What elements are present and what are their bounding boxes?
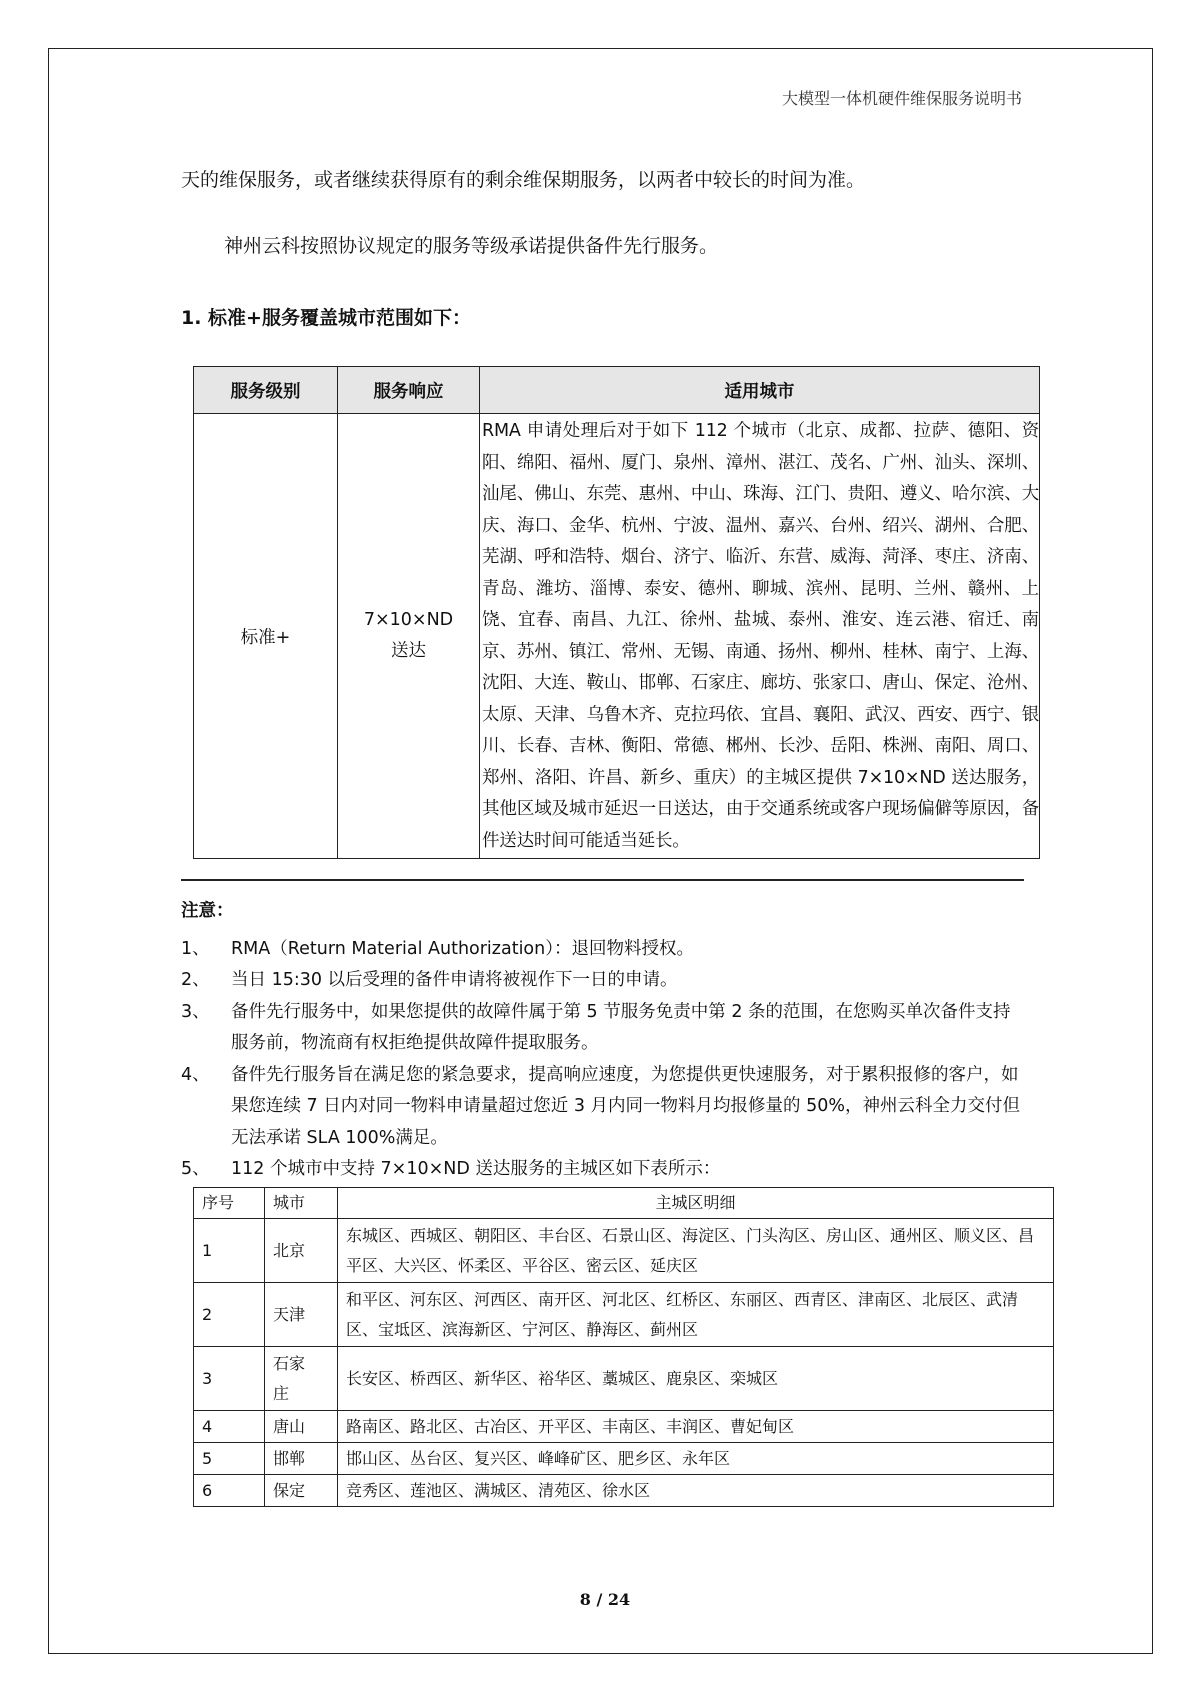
row-number: 2: [194, 1283, 265, 1347]
note-number: 2、: [181, 970, 210, 990]
coverage-table-header: [194, 367, 1040, 414]
header-districts: 主城区明细: [338, 1188, 1054, 1219]
service-response: [338, 414, 480, 859]
coverage-table-row: [194, 414, 1040, 859]
note-text: 当日 15:30 以后受理的备件申请将被视作下一日的申请。: [231, 970, 678, 990]
note-text: 112 个城市中支持 7×10×ND 送达服务的主城区如下表所示：: [231, 1159, 721, 1179]
page-number: 8 / 24: [579, 1590, 631, 1609]
note-number: 4、: [181, 1064, 210, 1085]
header-cities: 适用城市: [480, 367, 1040, 414]
row-districts: 和平区、河东区、河西区、南开区、河北区、红桥区、东丽区、西青区、津南区、北辰区、武清区、宝坻区、滨海新区、宁河区、静海区、蓟州区: [338, 1283, 1054, 1347]
document-header-title: 大模型一体机硬件维保服务说明书: [781, 89, 1022, 108]
coverage-table: [193, 366, 1040, 859]
note-item: [181, 997, 1021, 1060]
header-level: 服务级别: [194, 367, 338, 414]
district-table-header: [194, 1188, 1054, 1219]
note-number: 5、: [181, 1159, 210, 1179]
note-item: [181, 1154, 1021, 1186]
district-table: [193, 1187, 1054, 1507]
note-text: 备件先行服务旨在满足您的紧急要求，提高响应速度，为您提供更快速服务，对于累积报修的客户，如果您连续 7 日内对同一物料申请量超过您近 3 月内同一物料月均报修量的 50%，神州云科全力交付但无法承诺 SLA 100%满足。: [231, 1064, 1020, 1148]
note-number: 1、: [181, 938, 210, 959]
row-city: 保定: [265, 1475, 338, 1507]
note-item: [181, 1060, 1021, 1155]
row-city: 唐山: [265, 1411, 338, 1443]
district-row: [194, 1283, 1054, 1347]
note-text: 备件先行服务中，如果您提供的故障件属于第 5 节服务免责中第 2 条的范围，在您购买单次备件支持服务前，物流商有权拒绝提供故障件提取服务。: [231, 1001, 1011, 1053]
row-city: 天津: [265, 1283, 338, 1347]
row-city: 邯郸: [265, 1443, 338, 1475]
divider: [181, 879, 1024, 881]
row-number: 5: [194, 1443, 265, 1475]
row-city: 北京: [265, 1219, 338, 1283]
row-districts: 东城区、西城区、朝阳区、丰台区、石景山区、海淀区、门头沟区、房山区、通州区、顺义区、昌平区、大兴区、怀柔区、平谷区、密云区、延庆区: [338, 1219, 1054, 1283]
row-districts: 路南区、路北区、古冶区、开平区、丰南区、丰润区、曹妃甸区: [338, 1411, 1054, 1443]
row-districts: 邯山区、丛台区、复兴区、峰峰矿区、肥乡区、永年区: [338, 1443, 1054, 1475]
response-line-2: 送达: [391, 641, 426, 661]
response-line-1: 7×10×ND: [363, 610, 454, 630]
section-heading: 1. 标准+服务覆盖城市范围如下：: [181, 307, 471, 329]
paragraph-continuation: 天的维保服务，或者继续获得原有的剩余维保期服务，以两者中较长的时间为准。: [181, 169, 866, 191]
row-number: 1: [194, 1219, 265, 1283]
row-city: 石家庄: [265, 1347, 338, 1411]
row-districts: 长安区、桥西区、新华区、裕华区、藁城区、鹿泉区、栾城区: [338, 1347, 1054, 1411]
row-districts: 竞秀区、莲池区、满城区、清苑区、徐水区: [338, 1475, 1054, 1507]
note-item: [181, 934, 1021, 966]
header-city: 城市: [265, 1188, 338, 1219]
header-response: 服务响应: [338, 367, 480, 414]
notes-title: 注意：: [181, 901, 234, 921]
row-number: 3: [194, 1347, 265, 1411]
district-row: [194, 1443, 1054, 1475]
paragraph-spare-parts: 神州云科按照协议规定的服务等级承诺提供备件先行服务。: [224, 235, 719, 257]
district-row: [194, 1219, 1054, 1283]
district-row: [194, 1411, 1054, 1443]
service-level: 标准+: [194, 414, 338, 859]
district-row: [194, 1475, 1054, 1507]
note-text: RMA（Return Material Authorization）：退回物料授权。: [231, 938, 694, 959]
notes-section: [181, 896, 1021, 1186]
row-number: 6: [194, 1475, 265, 1507]
note-number: 3、: [181, 1001, 210, 1022]
district-row: [194, 1347, 1054, 1411]
note-item: [181, 965, 1021, 997]
applicable-cities: RMA 申请处理后对于如下 112 个城市（北京、成都、拉萨、德阳、资阳、绵阳、福州、厦门、泉州、漳州、湛江、茂名、广州、汕头、深圳、汕尾、佛山、东莞、惠州、中山、珠海、江门、贵阳、遵义、哈尔滨、大庆、海口、金华、杭州、宁波、温州、嘉兴、台州、绍兴、湖州、合肥、芜湖、呼和浩特、烟台、济宁、临沂、东营、威海、菏泽、枣庄、济南、青岛、潍坊、淄博、泰安、德州、聊城、滨州、昆明、兰州、赣州、上饶、宜春、南昌、九江、徐州、盐城、泰州、淮安、连云港、宿迁、南京、苏州、镇江、常州、无锡、南通、扬州、柳州、桂林、南宁、上海、沈阳、大连、鞍山、邯郸、石家庄、廊坊、张家口、唐山、保定、沧州、太原、天津、乌鲁木齐、克拉玛依、宜昌、襄阳、武汉、西安、西宁、银川、长春、吉林、衡阳、常德、郴州、长沙、岳阳、株洲、南阳、周口、郑州、洛阳、许昌、新乡、重庆）的主城区提供 7×10×ND 送达服务，其他区域及城市延迟一日送达，由于交通系统或客户现场偏僻等原因，备件送达时间可能适当延长。: [480, 414, 1040, 859]
header-no: 序号: [194, 1188, 265, 1219]
row-number: 4: [194, 1411, 265, 1443]
